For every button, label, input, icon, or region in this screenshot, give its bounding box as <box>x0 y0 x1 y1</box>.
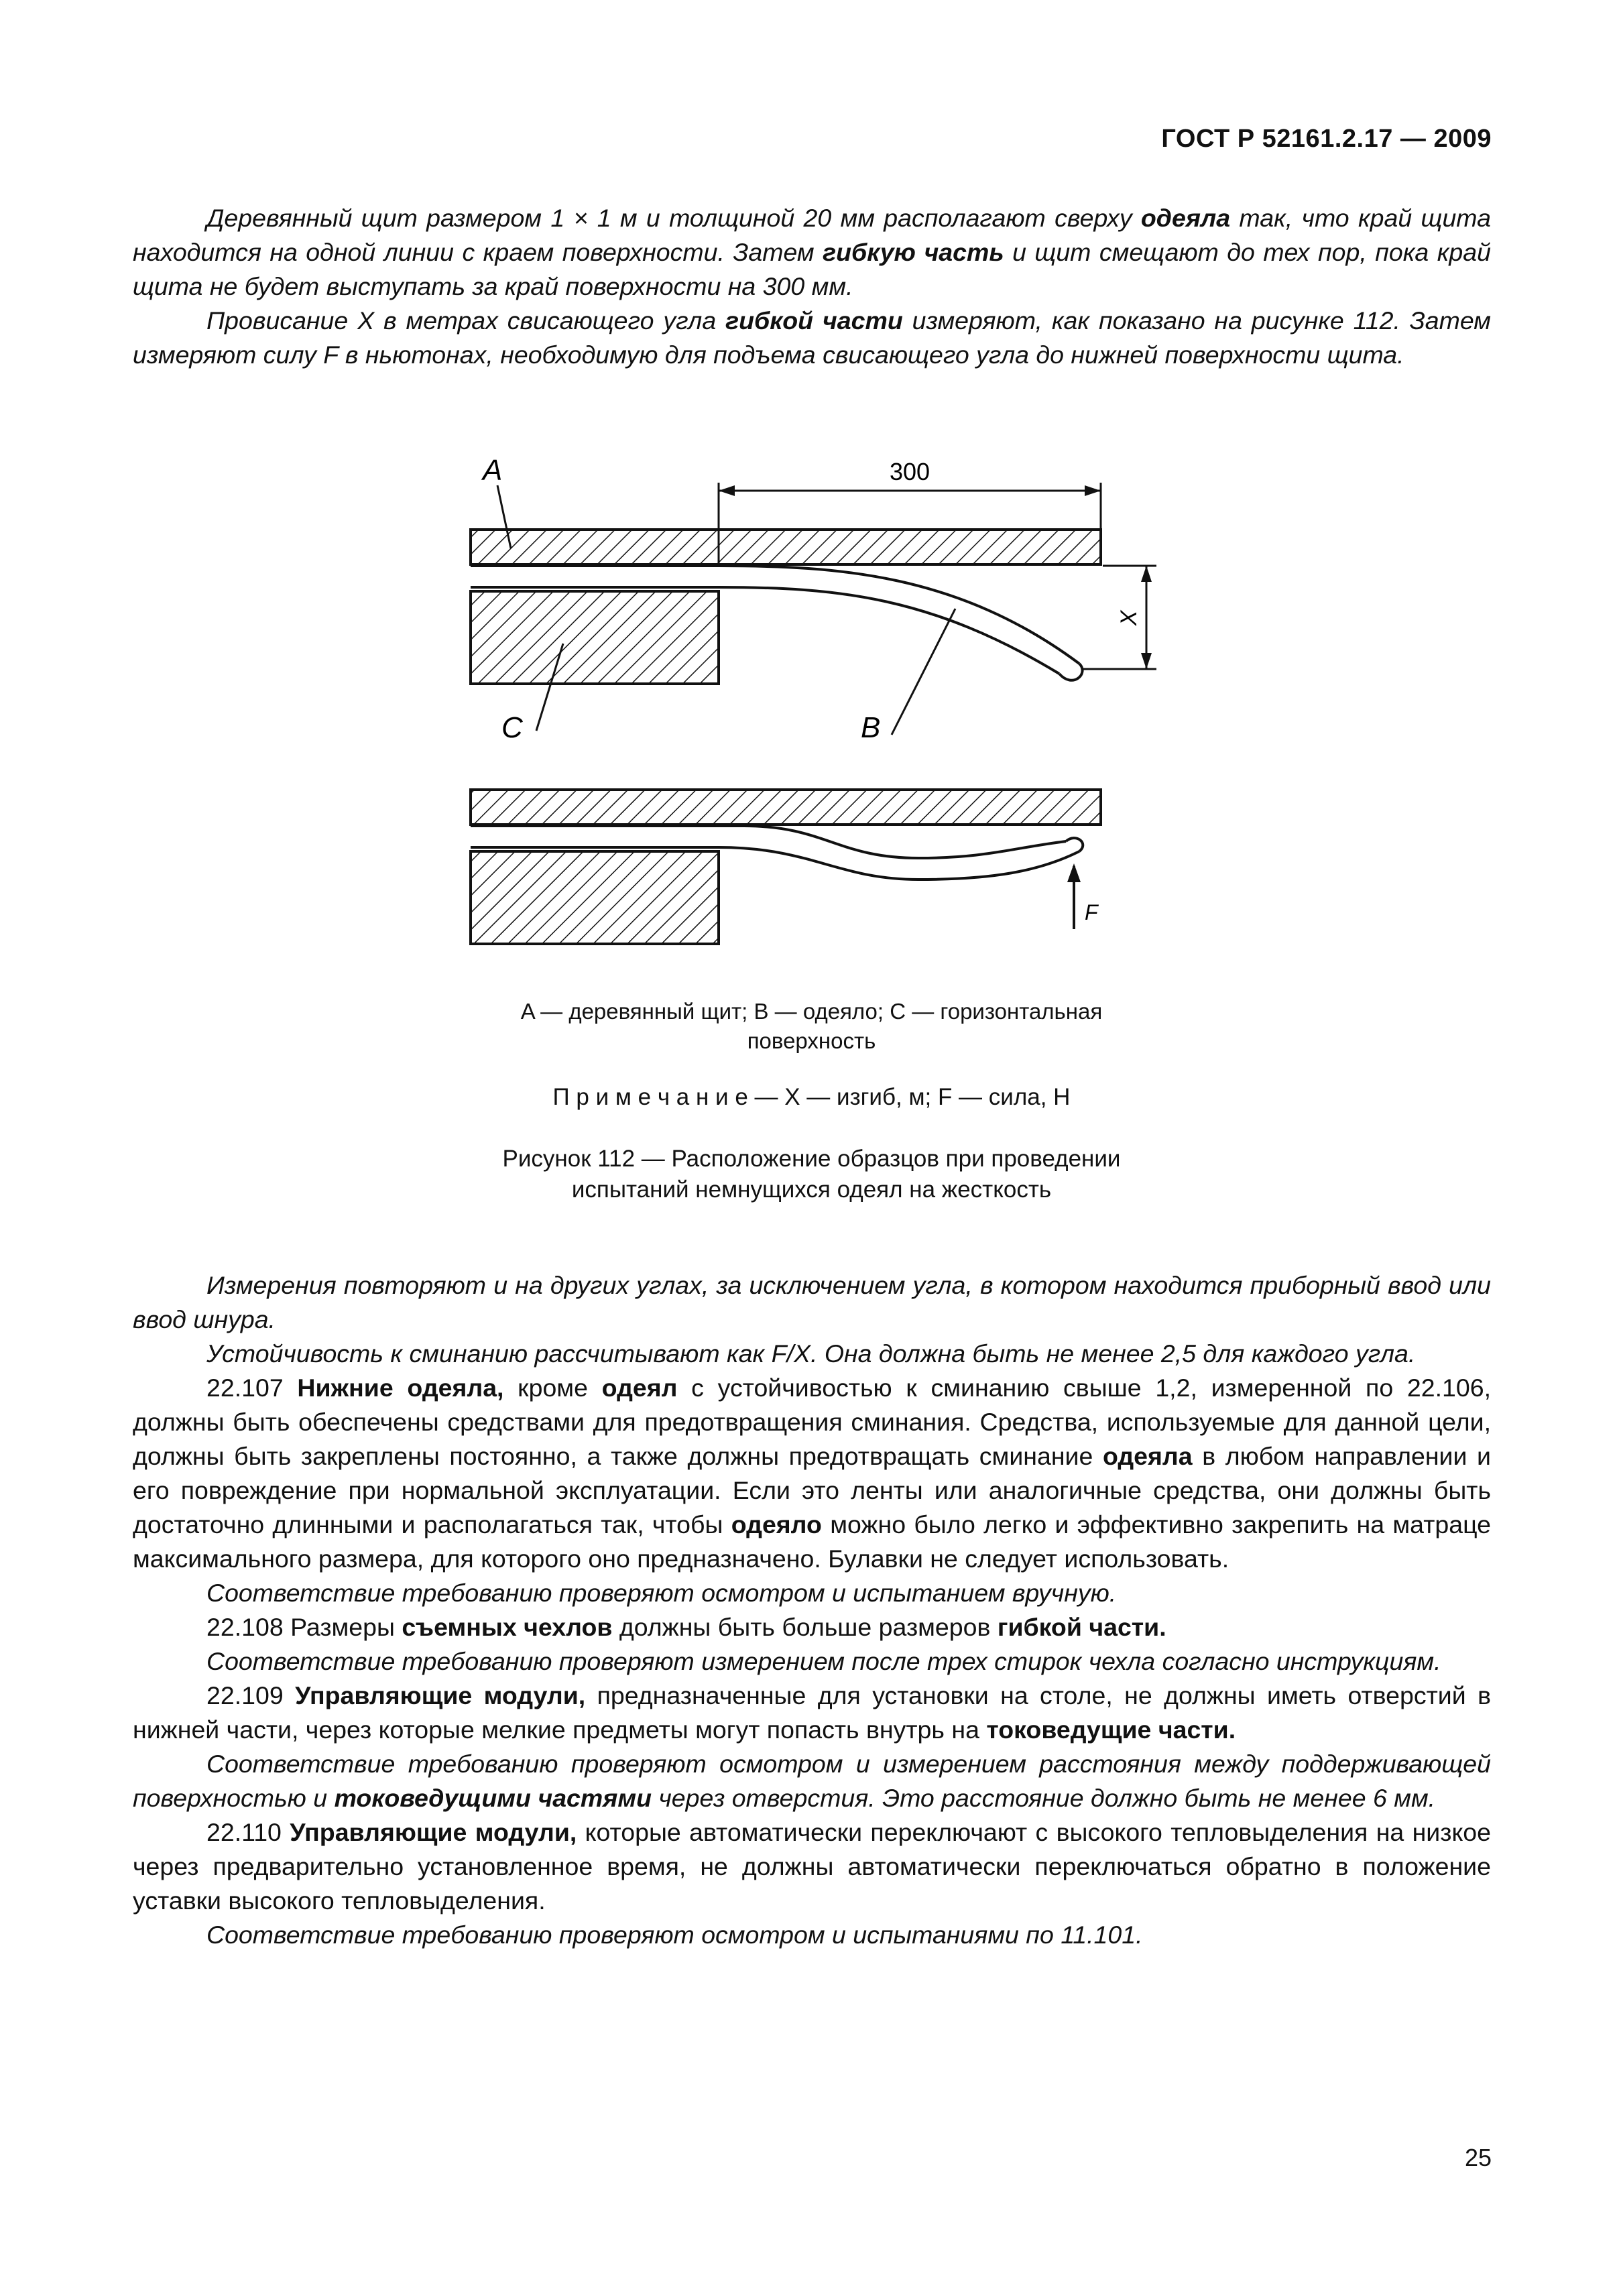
body-paragraph: Соответствие требованию проверяют измерением после трех стирок чехла согласно инструкциям. <box>206 1647 1441 1675</box>
figure-caption-line2: испытаний немнущихся одеял на жесткость <box>571 1176 1052 1203</box>
body-paragraph: Соответствие требованию проверяют осмотром и испытанием вручную. <box>206 1579 1117 1607</box>
intro-text <box>133 201 1491 372</box>
label-x: X <box>1116 610 1142 626</box>
label-f: F <box>1085 900 1098 924</box>
label-b: B <box>861 711 881 744</box>
body-paragraph: 22.107 Нижние одеяла, кроме одеял с устойчивостью к сминанию свыше 1,2, измеренной по 22.106, должны быть обеспечены средствами для предотвращения сминания. Средства, используемые для данной цели, должны быть закреплены постоянно, а также должны предотвращать сминание одеяла в любом направлении и его повреждение при нормальной эксплуатации. Если это ленты или аналогичные средства, они должны быть достаточно длинными и располагаться так, чтобы одеяло можно было легко и эффективно закрепить на матраце максимального размера, для которого оно предназначено. Булавки не следует использовать. <box>133 1374 1492 1573</box>
body-paragraph: Измерения повторяют и на других углах, за исключением угла, в котором находится приборный ввод или ввод шнура. <box>133 1271 1491 1333</box>
body-text <box>133 1268 1491 1952</box>
figure-legend-line1: A — деревянный щит; B — одеяло; C — горизонтальная <box>520 999 1103 1024</box>
body-paragraph: 22.109 Управляющие модули, предназначенные для установки на столе, не должны иметь отверстий в нижней части, через которые мелкие предметы могут попасть внутрь на токоведущие части. <box>133 1681 1491 1744</box>
intro-paragraph: Деревянный щит размером 1 × 1 м и толщиной 20 мм располагают сверху одеяла так, что край щита находится на одной линии с краем поверхности. Затем гибкую часть и щит смещают до тех пор, пока край щита не будет выступать за край поверхности на 300 мм. <box>133 204 1491 300</box>
dimension-300-label: 300 <box>889 458 930 485</box>
figure-legend-line2: поверхность <box>747 1028 876 1053</box>
surface-bottom-diagram <box>471 851 719 944</box>
body-paragraph: 22.108 Размеры съемных чехлов должны быть больше размеров гибкой части. <box>206 1613 1166 1641</box>
figure-note: П р и м е ч а н и е — X — изгиб, м; F — сила, Н <box>552 1084 1071 1110</box>
force-arrow <box>1067 863 1081 929</box>
body-paragraph: Соответствие требованию проверяют осмотром и испытаниями по 11.101. <box>206 1921 1143 1949</box>
body-paragraph: Соответствие требованию проверяют осмотром и измерением расстояния между поддерживающей поверхностью и токоведущими частями через отверстия. Это расстояние должно быть не менее 6 мм. <box>133 1750 1491 1812</box>
intro-paragraph: Провисание X в метрах свисающего угла гибкой части измеряют, как показано на рисунке 112. Затем измеряют силу F в ньютонах, необходимую для подъема свисающего угла до нижней поверхности щита. <box>133 306 1492 369</box>
body-paragraph: 22.110 Управляющие модули, которые автоматически переключают с высокого тепловыделения на низкое через предварительно установленное время, не должны автоматически переключаться обратно в положение уставки высокого тепловыделения. <box>133 1818 1491 1915</box>
board-bottom-diagram <box>471 790 1101 825</box>
page-number: 25 <box>1464 2144 1492 2171</box>
figure-caption-line1: Рисунок 112 — Расположение образцов при проведении <box>502 1146 1121 1172</box>
figure-112 <box>463 442 1166 1046</box>
label-c: C <box>501 711 523 744</box>
document-header: ГОСТ Р 52161.2.17 — 2009 <box>1161 125 1492 153</box>
label-a: A <box>483 454 503 487</box>
surface-top-diagram <box>471 591 719 684</box>
body-paragraph: Устойчивость к сминанию рассчитывают как F/X. Она должна быть не менее 2,5 для каждого угла. <box>206 1339 1416 1368</box>
board-top-diagram <box>471 530 1101 564</box>
